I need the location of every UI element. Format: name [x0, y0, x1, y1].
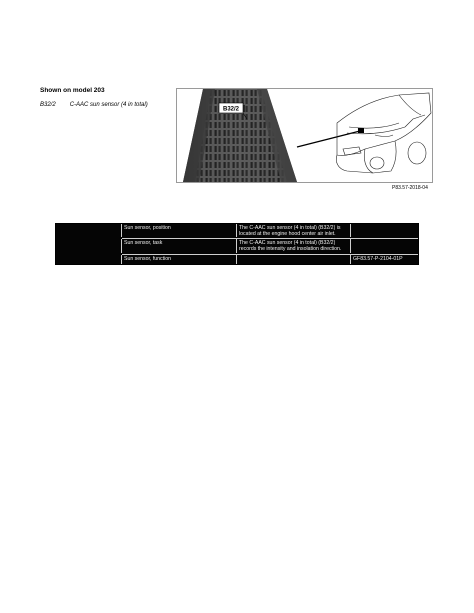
row-reference	[351, 224, 418, 237]
row-label: Sun sensor, function	[122, 255, 237, 264]
info-table	[55, 223, 419, 265]
row-reference-link[interactable]: GF83.57-P-2104-01P	[353, 256, 403, 262]
legend-line	[40, 102, 148, 108]
table-row	[56, 255, 418, 264]
section-heading: Shown on model 203	[40, 87, 105, 94]
figure-code: P83.57-2018-04	[392, 185, 428, 191]
row-blank-cell	[56, 239, 122, 253]
row-label: Sun sensor, position	[122, 224, 237, 237]
row-description: The C-AAC sun sensor (4 in total) (B32/2) records the intensity and insolation direction.	[237, 239, 351, 253]
component-figure	[176, 88, 433, 183]
row-blank-cell	[56, 224, 122, 237]
legend-text: C-AAC sun sensor (4 in total)	[69, 102, 148, 108]
row-reference	[351, 239, 418, 253]
callout-label: B32/2	[222, 106, 240, 113]
table-row	[56, 239, 418, 253]
table-row	[56, 224, 418, 237]
row-label: Sun sensor, task	[122, 239, 237, 253]
row-description	[237, 255, 351, 264]
legend-code: B32/2	[40, 102, 56, 108]
row-blank-cell	[56, 255, 122, 264]
sensor-marker	[358, 128, 364, 133]
row-description: The C-AAC sun sensor (4 in total) (B32/2) is located at the engine hood center air inlet.	[237, 224, 351, 237]
figure-illustration	[177, 89, 432, 182]
